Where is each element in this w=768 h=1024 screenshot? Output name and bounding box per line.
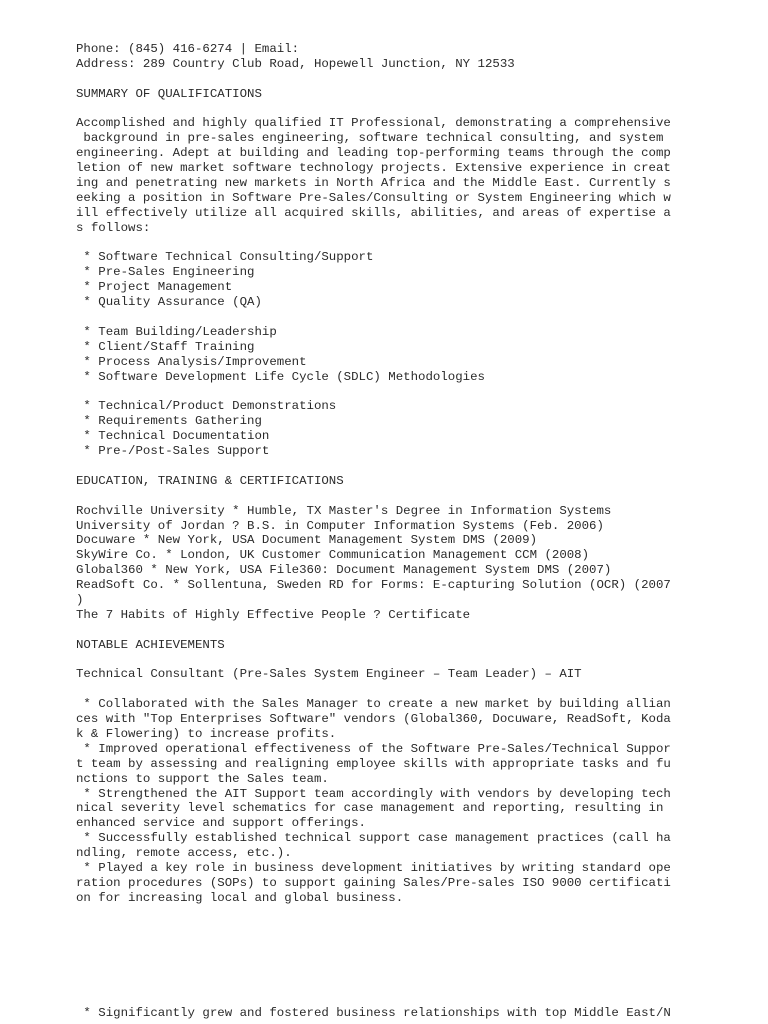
resume-line: ndling, remote access, etc.).: [76, 846, 292, 861]
blank-line: [76, 489, 696, 504]
blank-line: [76, 682, 696, 697]
resume-line: * Client/Staff Training: [76, 339, 255, 354]
blank-line: [76, 72, 696, 87]
resume-line: ReadSoft Co. * Sollentuna, Sweden RD for Forms: E-capturing Solution (OCR) (2007: [76, 578, 671, 593]
resume-line: * Strengthened the AIT Support team accordingly with vendors by developing tech: [76, 786, 671, 801]
resume-line: * Successfully established technical support case management practices (call ha: [76, 831, 671, 846]
blank-line: [76, 653, 696, 668]
resume-line: * Project Management: [76, 280, 233, 295]
resume-line: Accomplished and highly qualified IT Professional, demonstrating a comprehensive: [76, 116, 671, 131]
resume-line: ces with "Top Enterprises Software" vendors (Global360, Docuware, ReadSoft, Koda: [76, 712, 671, 727]
resume-line: s follows:: [76, 220, 151, 235]
resume-line: NOTABLE ACHIEVEMENTS: [76, 637, 225, 652]
resume-line: * Pre-Sales Engineering: [76, 265, 255, 280]
resume-line: Technical Consultant (Pre-Sales System Engineer – Team Leader) – AIT: [76, 667, 582, 682]
resume-line: * Pre-/Post-Sales Support: [76, 444, 270, 459]
resume-text-block: [76, 42, 696, 906]
resume-line: SkyWire Co. * London, UK Customer Communication Management CCM (2008): [76, 548, 590, 563]
blank-line: [76, 384, 696, 399]
blank-line: [76, 310, 696, 325]
resume-line: * Collaborated with the Sales Manager to create a new market by building allian: [76, 697, 671, 712]
resume-line: k & Flowering) to increase profits.: [76, 726, 337, 741]
resume-line: t team by assessing and realigning employee skills with appropriate tasks and fu: [76, 756, 671, 771]
resume-line: * Process Analysis/Improvement: [76, 354, 307, 369]
resume-line: * Technical/Product Demonstrations: [76, 399, 337, 414]
blank-line: [76, 236, 696, 251]
resume-line: ): [76, 592, 84, 607]
resume-line: University of Jordan ? B.S. in Computer Information Systems (Feb. 2006): [76, 518, 604, 533]
resume-line: * Played a key role in business development initiatives by writing standard ope: [76, 860, 671, 875]
resume-line: Rochville University * Humble, TX Master's Degree in Information Systems: [76, 503, 612, 518]
resume-line: * Team Building/Leadership: [76, 324, 277, 339]
resume-line: enhanced service and support offerings.: [76, 816, 366, 831]
resume-line: Docuware * New York, USA Document Management System DMS (2009): [76, 533, 538, 548]
resume-line: Phone: (845) 416-6274 | Email:: [76, 42, 300, 56]
resume-line: engineering. Adept at building and leading top-performing teams through the comp: [76, 146, 671, 161]
resume-line: on for increasing local and global business.: [76, 890, 404, 905]
resume-line: * Improved operational effectiveness of the Software Pre-Sales/Technical Suppor: [76, 741, 671, 756]
resume-continued-line: * Significantly grew and fostered business relationships with top Middle East/N: [76, 1006, 671, 1020]
resume-line: ing and penetrating new markets in North Africa and the Middle East. Currently s: [76, 176, 671, 191]
resume-line: SUMMARY OF QUALIFICATIONS: [76, 86, 262, 101]
resume-line: * Software Technical Consulting/Support: [76, 250, 374, 265]
resume-line: * Requirements Gathering: [76, 414, 262, 429]
resume-line: * Quality Assurance (QA): [76, 295, 262, 310]
resume-line: The 7 Habits of Highly Effective People ? Certificate: [76, 607, 471, 622]
resume-line: * Software Development Life Cycle (SDLC) Methodologies: [76, 369, 485, 384]
resume-line: * Technical Documentation: [76, 429, 270, 444]
resume-line: EDUCATION, TRAINING & CERTIFICATIONS: [76, 473, 344, 488]
resume-line: Address: 289 Country Club Road, Hopewell Junction, NY 12533: [76, 56, 515, 71]
resume-line: Global360 * New York, USA File360: Document Management System DMS (2007): [76, 563, 612, 578]
resume-line: nical severity level schematics for case management and reporting, resulting in: [76, 801, 664, 816]
resume-line: background in pre-sales engineering, software technical consulting, and system: [76, 131, 664, 146]
resume-line: ill effectively utilize all acquired skills, abilities, and areas of expertise a: [76, 205, 671, 220]
resume-line: nctions to support the Sales team.: [76, 771, 329, 786]
blank-line: [76, 102, 696, 117]
blank-line: [76, 459, 696, 474]
resume-line: eeking a position in Software Pre-Sales/Consulting or System Engineering which w: [76, 190, 671, 205]
resume-line: ration procedures (SOPs) to support gaining Sales/Pre-sales ISO 9000 certificati: [76, 875, 671, 890]
blank-line: [76, 623, 696, 638]
resume-line: letion of new market software technology projects. Extensive experience in creat: [76, 161, 671, 176]
